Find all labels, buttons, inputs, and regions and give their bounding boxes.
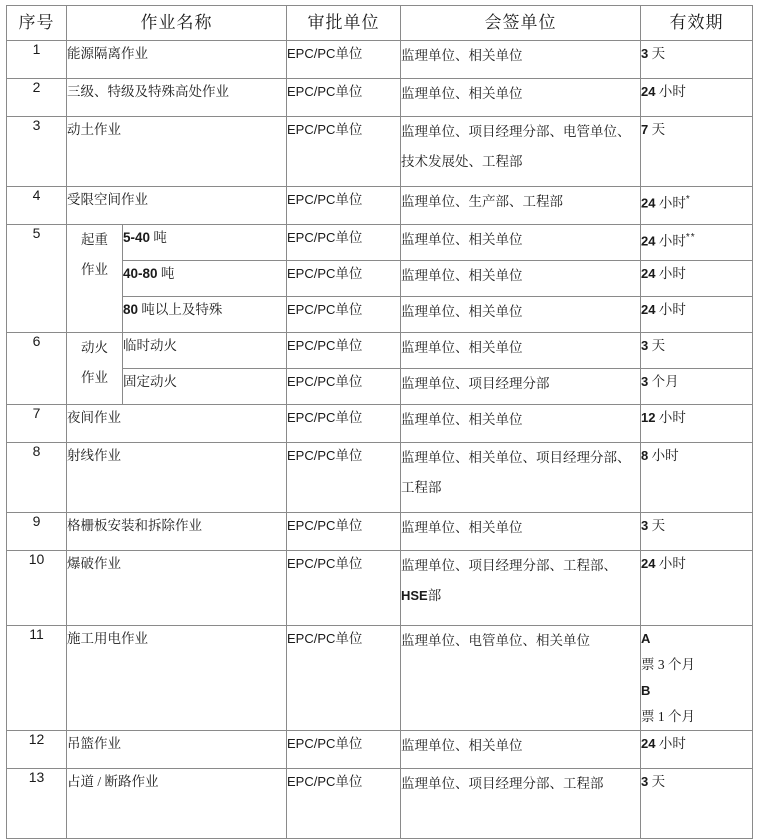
cell-validity (641, 225, 753, 261)
cell-subtype-spec (123, 369, 287, 405)
approve-unit-cn: 单位 (335, 338, 363, 353)
sign-units-text: 监理单位、项目经理分部 (401, 376, 550, 391)
validity-footnote-marker: ** (685, 232, 696, 243)
validity-unit: 小时 (658, 195, 686, 211)
sign-units-text: 监理单位、相关单位 (401, 520, 523, 535)
approve-unit-cn: 单位 (335, 374, 363, 389)
sign-units-text: 监理单位、项目经理分部、电管单位、技术发展处、工程部 (401, 124, 631, 169)
approve-unit-latin: EPC/PC (287, 410, 336, 425)
header-label-no: 序号 (18, 13, 55, 32)
sign-units-text: 监理单位、项目经理分部、工程部 (401, 776, 604, 791)
validity-line-2 (641, 678, 752, 730)
cell-work-name: 受限空间作业 (67, 187, 287, 225)
table-row (7, 405, 753, 443)
validity-unit: 小时 (658, 410, 686, 425)
cell-validity (641, 41, 753, 79)
approve-unit-cn: 单位 (335, 122, 363, 137)
cell-row-number: 9 (7, 513, 67, 551)
validity-line-2-ticket: B (641, 683, 651, 698)
subtype-spec-number: 40-80 (123, 266, 158, 281)
cell-row-number: 12 (7, 731, 67, 769)
approve-unit-latin: EPC/PC (287, 631, 336, 646)
approve-unit-cn: 单位 (335, 774, 363, 789)
validity-number: 24 (641, 84, 656, 99)
cell-validity (641, 187, 753, 225)
validity-number: 24 (641, 556, 656, 571)
cell-work-group-name (67, 333, 123, 405)
cell-approve-unit (287, 41, 401, 79)
approve-unit-cn: 单位 (335, 230, 363, 245)
approve-unit-cn: 单位 (335, 46, 363, 61)
approve-unit-cn: 单位 (335, 410, 363, 425)
header-cell-approve (287, 6, 401, 41)
cell-approve-unit (287, 513, 401, 551)
validity-unit: 天 (651, 122, 666, 137)
cell-approve-unit (287, 405, 401, 443)
sign-units-text: 监理单位、相关单位、项目经理分部、工程部 (401, 450, 631, 495)
header-cell-no (7, 6, 67, 41)
approve-unit-cn: 单位 (335, 736, 363, 751)
cell-row-number: 10 (7, 551, 67, 626)
cell-sign-units (401, 79, 641, 117)
cell-work-name: 能源隔离作业 (67, 41, 287, 79)
work-group-name-line2: 作业 (81, 262, 108, 277)
cell-sign-units (401, 626, 641, 731)
validity-number: 3 (641, 774, 649, 789)
cell-row-number: 8 (7, 443, 67, 513)
cell-sign-units (401, 443, 641, 513)
cell-approve-unit (287, 769, 401, 839)
validity-number: 24 (641, 266, 656, 281)
cell-sign-units (401, 405, 641, 443)
sign-units-text: 监理单位、相关单位 (401, 412, 523, 427)
table-row (7, 117, 753, 187)
subtype-spec-unit: 吨 (160, 266, 175, 281)
cell-row-number: 4 (7, 187, 67, 225)
validity-number: 24 (641, 195, 656, 211)
validity-number: 3 (641, 46, 649, 61)
cell-approve-unit (287, 626, 401, 731)
header-label-approve: 审批单位 (307, 13, 380, 32)
subtype-spec-number: 5-40 (123, 230, 151, 245)
cell-sign-units (401, 513, 641, 551)
validity-footnote-marker: * (685, 194, 691, 205)
sign-units-text: 监理单位、相关单位 (401, 738, 523, 753)
cell-subtype-spec (123, 261, 287, 297)
validity-number: 24 (641, 233, 656, 249)
table-row (7, 731, 753, 769)
cell-sign-units (401, 41, 641, 79)
table-row (7, 41, 753, 79)
cell-validity (641, 117, 753, 187)
cell-validity (641, 405, 753, 443)
approve-unit-cn: 单位 (335, 448, 363, 463)
approve-unit-latin: EPC/PC (287, 518, 336, 533)
validity-unit: 小时 (658, 266, 686, 281)
validity-unit: 天 (651, 46, 666, 61)
cell-sign-units (401, 369, 641, 405)
validity-unit: 天 (651, 518, 666, 533)
approve-unit-cn: 单位 (335, 518, 363, 533)
cell-work-name: 动土作业 (67, 117, 287, 187)
sign-units-text-part1: 监理单位、项目经理分部、工程部、 (401, 558, 617, 573)
validity-number: 3 (641, 518, 649, 533)
approve-unit-cn: 单位 (335, 192, 363, 207)
cell-approve-unit (287, 117, 401, 187)
cell-row-number: 6 (7, 333, 67, 405)
sign-units-acronym: HSE (401, 588, 428, 603)
validity-unit: 个月 (651, 374, 679, 389)
work-group-name-stack (67, 225, 122, 285)
table-row (7, 333, 753, 369)
table-row (7, 225, 753, 261)
permit-table-container (6, 5, 752, 839)
validity-stack (641, 626, 752, 730)
cell-sign-units (401, 261, 641, 297)
cell-sign-units (401, 731, 641, 769)
approve-unit-cn: 单位 (335, 84, 363, 99)
work-group-name-line1: 动火 (81, 340, 108, 355)
validity-number: 24 (641, 736, 656, 751)
sign-units-text: 监理单位、生产部、工程部 (401, 194, 563, 209)
cell-validity (641, 626, 753, 731)
cell-approve-unit (287, 225, 401, 261)
cell-validity (641, 443, 753, 513)
cell-work-name: 吊篮作业 (67, 731, 287, 769)
cell-work-group-name (67, 225, 123, 333)
validity-unit: 小时 (651, 448, 679, 463)
header-label-valid: 有效期 (669, 13, 724, 32)
cell-validity (641, 333, 753, 369)
table-row (7, 513, 753, 551)
header-label-sign: 会签单位 (484, 13, 557, 32)
approve-unit-latin: EPC/PC (287, 192, 336, 207)
approve-unit-cn: 单位 (335, 266, 363, 281)
cell-validity (641, 551, 753, 626)
validity-line-2-text: 票 1 个月 (641, 709, 695, 724)
approve-unit-latin: EPC/PC (287, 774, 336, 789)
approve-unit-latin: EPC/PC (287, 374, 336, 389)
approve-unit-latin: EPC/PC (287, 84, 336, 99)
table-row (7, 551, 753, 626)
cell-work-name: 夜间作业 (67, 405, 287, 443)
cell-work-name: 施工用电作业 (67, 626, 287, 731)
table-row (7, 769, 753, 839)
work-group-name-line2: 作业 (81, 370, 108, 385)
table-row (7, 187, 753, 225)
cell-validity (641, 369, 753, 405)
approve-unit-latin: EPC/PC (287, 230, 336, 245)
cell-row-number: 2 (7, 79, 67, 117)
cell-approve-unit (287, 551, 401, 626)
sign-units-text: 监理单位、相关单位 (401, 86, 523, 101)
cell-subtype-spec (123, 225, 287, 261)
sign-units-text: 监理单位、相关单位 (401, 304, 523, 319)
cell-sign-units (401, 333, 641, 369)
cell-row-number: 5 (7, 225, 67, 333)
table-row (7, 626, 753, 731)
approve-unit-latin: EPC/PC (287, 338, 336, 353)
validity-number: 24 (641, 302, 656, 317)
cell-sign-units (401, 187, 641, 225)
cell-row-number: 1 (7, 41, 67, 79)
approve-unit-latin: EPC/PC (287, 556, 336, 571)
cell-validity (641, 513, 753, 551)
subtype-spec-unit: 吨 (153, 230, 167, 245)
cell-approve-unit (287, 443, 401, 513)
validity-number: 7 (641, 122, 649, 137)
work-group-name-stack (67, 333, 122, 393)
table-row (7, 79, 753, 117)
cell-row-number: 13 (7, 769, 67, 839)
cell-sign-units (401, 769, 641, 839)
cell-sign-units (401, 225, 641, 261)
header-label-name: 作业名称 (140, 13, 213, 32)
work-group-name-line1: 起重 (81, 232, 108, 247)
validity-number: 8 (641, 448, 649, 463)
cell-approve-unit (287, 369, 401, 405)
cell-validity (641, 79, 753, 117)
cell-work-name: 三级、特级及特殊高处作业 (67, 79, 287, 117)
sign-units-text: 监理单位、相关单位 (401, 268, 523, 283)
header-cell-sign (401, 6, 641, 41)
validity-unit: 小时 (658, 556, 686, 571)
validity-number: 12 (641, 410, 656, 425)
cell-work-name: 爆破作业 (67, 551, 287, 626)
validity-line-1-text: 票 3 个月 (641, 657, 695, 672)
cell-approve-unit (287, 261, 401, 297)
sign-units-text: 监理单位、电管单位、相关单位 (401, 633, 590, 648)
sign-units-text: 监理单位、相关单位 (401, 232, 523, 247)
validity-line-1-ticket: A (641, 631, 651, 646)
cell-sign-units (401, 117, 641, 187)
approve-unit-latin: EPC/PC (287, 266, 336, 281)
validity-number: 3 (641, 374, 649, 389)
subtype-spec-unit: 吨以上及特殊 (141, 302, 223, 317)
sign-units-text: 监理单位、相关单位 (401, 48, 523, 63)
approve-unit-latin: EPC/PC (287, 302, 336, 317)
table-row (7, 443, 753, 513)
validity-unit: 天 (651, 338, 666, 353)
approve-unit-cn: 单位 (335, 556, 363, 571)
cell-validity (641, 261, 753, 297)
validity-unit: 小时 (658, 84, 686, 99)
cell-approve-unit (287, 187, 401, 225)
cell-approve-unit (287, 333, 401, 369)
validity-line-1 (641, 626, 752, 678)
cell-sign-units (401, 297, 641, 333)
approve-unit-cn: 单位 (335, 631, 363, 646)
validity-unit: 小时 (658, 302, 686, 317)
cell-validity (641, 297, 753, 333)
validity-unit: 天 (651, 774, 666, 789)
sign-units-text-part2: 部 (427, 588, 442, 603)
approve-unit-latin: EPC/PC (287, 448, 336, 463)
cell-validity (641, 769, 753, 839)
header-cell-valid (641, 6, 753, 41)
subtype-spec-number: 80 (123, 302, 139, 317)
validity-unit: 小时 (658, 233, 686, 249)
sign-units-text: 监理单位、相关单位 (401, 340, 523, 355)
header-cell-name (67, 6, 287, 41)
validity-unit: 小时 (658, 736, 686, 751)
cell-subtype-spec (123, 333, 287, 369)
cell-approve-unit (287, 731, 401, 769)
table-header-row (7, 6, 753, 41)
cell-row-number: 3 (7, 117, 67, 187)
cell-approve-unit (287, 297, 401, 333)
cell-row-number: 11 (7, 626, 67, 731)
subtype-spec-unit: 临时动火 (123, 338, 177, 353)
cell-approve-unit (287, 79, 401, 117)
approve-unit-latin: EPC/PC (287, 122, 336, 137)
validity-number: 3 (641, 338, 649, 353)
cell-subtype-spec (123, 297, 287, 333)
cell-work-name: 格栅板安装和拆除作业 (67, 513, 287, 551)
cell-sign-units (401, 551, 641, 626)
cell-work-name: 射线作业 (67, 443, 287, 513)
approve-unit-latin: EPC/PC (287, 736, 336, 751)
cell-validity (641, 731, 753, 769)
approve-unit-latin: EPC/PC (287, 46, 336, 61)
cell-work-name: 占道 / 断路作业 (67, 769, 287, 839)
approve-unit-cn: 单位 (335, 302, 363, 317)
work-permit-table (6, 5, 753, 839)
cell-row-number: 7 (7, 405, 67, 443)
subtype-spec-unit: 固定动火 (123, 374, 177, 389)
